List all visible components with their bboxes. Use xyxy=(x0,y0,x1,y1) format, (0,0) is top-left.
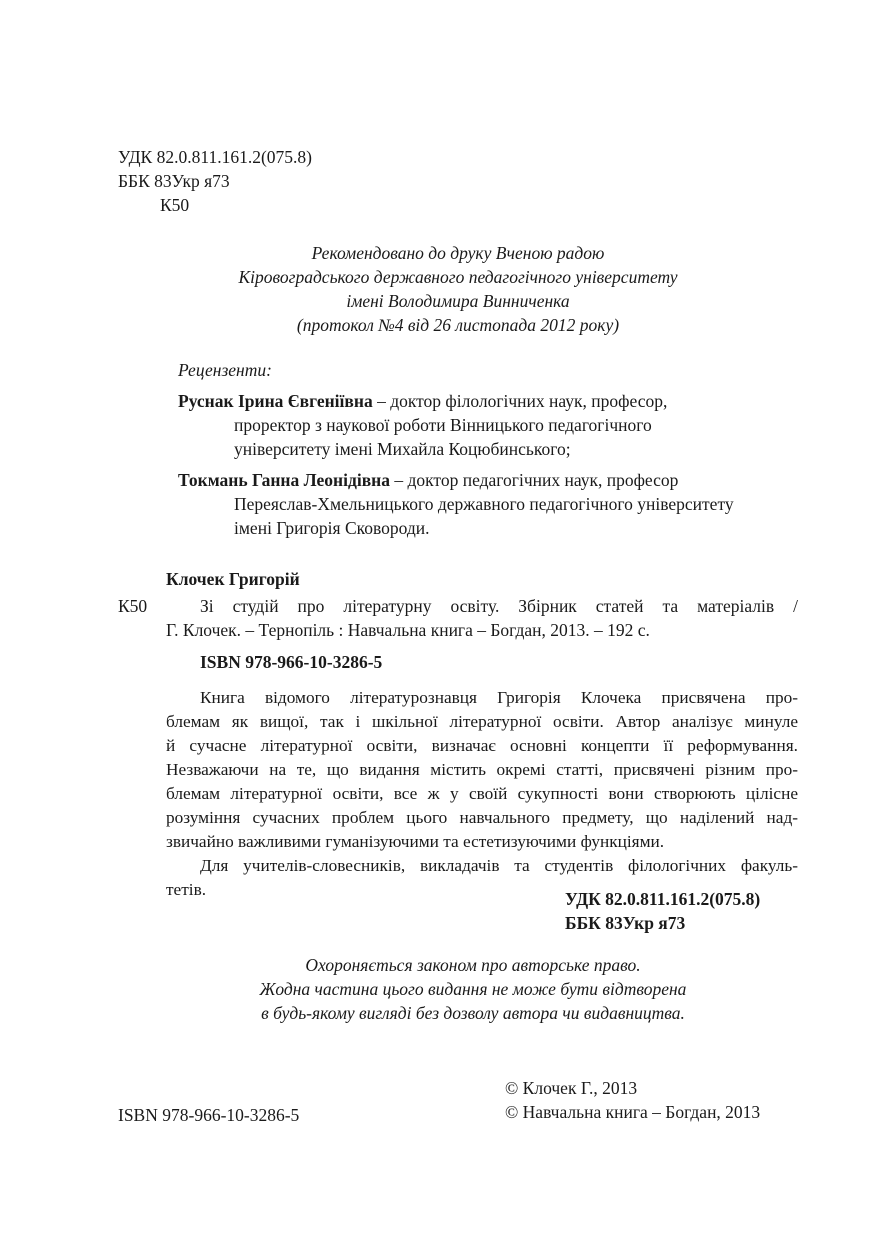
reviewer-title: – доктор педагогічних наук, професор xyxy=(390,470,679,490)
annotation-line: розуміння сучасних проблем цього навчального предмету, що наділений над- xyxy=(166,808,798,827)
copyright-notice-line: в будь-якому вигляді без дозволу автора чи видавництва. xyxy=(261,1003,685,1023)
annotation-line: й сучасне літературної освіти, визначає основні концепти її реформування. xyxy=(166,736,798,755)
annotation-line: Незважаючи на те, що видання містить окремі статті, присвячені різним про- xyxy=(166,760,798,779)
reviewers-label: Рецензенти: xyxy=(178,360,272,380)
copyright-notice xyxy=(118,953,828,1025)
annotation-line: блемам літературної освіти, все ж у своїй сукупності вони створюють цілісне xyxy=(166,784,798,803)
reviewer-entry xyxy=(178,389,798,461)
reviewer-affiliation: імені Григорія Сковороди. xyxy=(234,518,430,538)
recommendation-line: (протокол №4 від 26 листопада 2012 року) xyxy=(296,315,620,335)
udk-code: УДК 82.0.811.161.2(075.8) xyxy=(565,889,761,909)
reviewer-affiliation: університету імені Михайла Коцюбинського; xyxy=(234,439,571,459)
annotation-line: Книга відомого літературознавця Григорія Клочека присвячена про- xyxy=(200,688,798,707)
annotation xyxy=(166,686,798,902)
copyright-notice-line: Жодна частина цього видання не може бути відтворена xyxy=(259,979,687,999)
author-mark: К50 xyxy=(160,195,190,215)
reviewer-title: – доктор філологічних наук, професор, xyxy=(372,391,668,411)
recommendation-line: Рекомендовано до друку Вченою радою xyxy=(311,243,605,263)
annotation-line: тетів. xyxy=(166,880,207,899)
isbn-footer: ISBN 978-966-10-3286-5 xyxy=(118,1105,300,1125)
annotation-line: звичайно важливими гуманізуючими та естетизуючими функціями. xyxy=(166,832,665,851)
classification-block-bottom xyxy=(565,887,760,935)
annotation-line: блемам як вищої, так і шкільної літературної освіти. Автор аналізує минуле xyxy=(166,712,798,731)
recommendation-line: Кіровоградського державного педагогічного університету xyxy=(238,267,678,287)
recommendation-line: імені Володимира Винниченка xyxy=(346,291,570,311)
copyright-holders xyxy=(505,1076,760,1124)
recommendation-note xyxy=(118,241,798,337)
copyright-line: © Клочек Г., 2013 xyxy=(505,1078,638,1098)
udk-code: УДК 82.0.811.161.2(075.8) xyxy=(118,147,312,167)
author-mark-bibliographic: К50 xyxy=(118,596,148,616)
reviewer-affiliation: Переяслав-Хмельницького державного педагогічного університету xyxy=(234,494,734,514)
reviewer-name: Токмань Ганна Леонідівна xyxy=(178,470,390,490)
bbk-code: ББК 83Укр я73 xyxy=(565,913,686,933)
bibliographic-line: Г. Клочек. – Тернопіль : Навчальна книга – Богдан, 2013. – 192 с. xyxy=(166,620,650,640)
annotation-line: Для учителів-словесників, викладачів та студентів філологічних факуль- xyxy=(200,856,798,875)
reviewer-name: Руснак Ірина Євгеніївна xyxy=(178,391,373,411)
isbn-bibliographic: ISBN 978-966-10-3286-5 xyxy=(200,652,383,672)
book-author: Клочек Григорій xyxy=(166,569,300,589)
bbk-code: ББК 83Укр я73 xyxy=(118,171,230,191)
reviewer-entry xyxy=(178,468,798,540)
bibliographic-line: Зі студій про літературну освіту. Збірник статей та матеріалів / xyxy=(200,596,798,616)
reviewer-affiliation: проректор з наукової роботи Вінницького педагогічного xyxy=(234,415,652,435)
classification-block-top xyxy=(118,145,312,217)
copyright-line: © Навчальна книга – Богдан, 2013 xyxy=(505,1102,761,1122)
copyright-notice-line: Охороняється законом про авторське право. xyxy=(305,955,641,975)
